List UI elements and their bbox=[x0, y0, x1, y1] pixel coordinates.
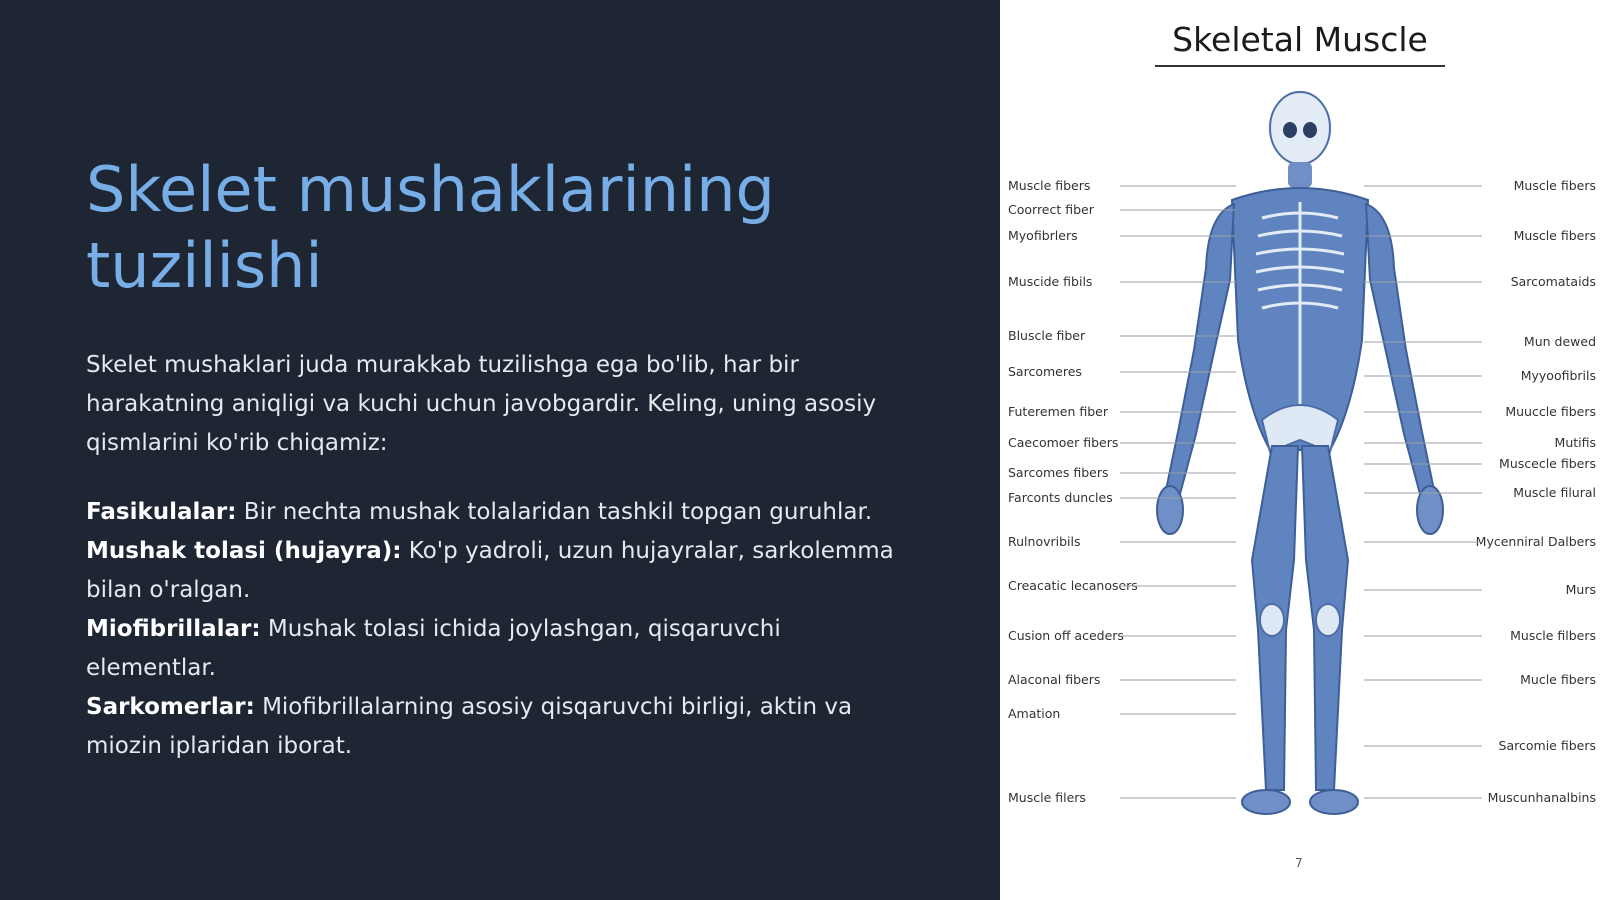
callout-label: Sarcomie fibers bbox=[1498, 738, 1596, 753]
page-number: 7 bbox=[1295, 856, 1303, 870]
neck bbox=[1288, 162, 1312, 188]
callout-label: Caecomoer fibers bbox=[1008, 435, 1119, 450]
callout-label: Sarcomeres bbox=[1008, 364, 1082, 379]
callout-label: Muscle fibers bbox=[1008, 178, 1091, 193]
callout-label: Mycenniral Dalbers bbox=[1475, 534, 1596, 549]
key-point-text: Bir nechta mushak tolalaridan tashkil topgan guruhlar. bbox=[236, 499, 873, 525]
callout-label: Mucle fibers bbox=[1520, 672, 1596, 687]
callout-label: Myofibrlers bbox=[1008, 228, 1078, 243]
figure-title: Skeletal Muscle bbox=[1155, 20, 1445, 67]
callout-label: Muscle filbers bbox=[1510, 628, 1596, 643]
callout-label: Muscle filers bbox=[1008, 790, 1086, 805]
left-foot bbox=[1242, 790, 1290, 814]
intro-paragraph: Skelet mushaklari juda murakkab tuzilishga ega bo'lib, har bir harakatning aniqligi va kuchi uchun javobgardir. Keling, uning asosiy qismlarini ko'rib chiqamiz: bbox=[86, 352, 877, 456]
callout-label: Rulnovribils bbox=[1008, 534, 1081, 549]
key-point bbox=[86, 493, 916, 532]
callout-label: Bluscle fiber bbox=[1008, 328, 1086, 343]
key-points-list bbox=[86, 493, 916, 766]
eye-socket-left bbox=[1283, 122, 1297, 138]
callout-label: Futeremen fiber bbox=[1008, 404, 1108, 419]
callout-label: Muscecle fibers bbox=[1499, 456, 1596, 471]
key-point bbox=[86, 610, 916, 688]
key-point-term: Mushak tolasi (hujayra): bbox=[86, 538, 402, 564]
eye-socket-right bbox=[1303, 122, 1317, 138]
key-point bbox=[86, 532, 916, 610]
right-foot bbox=[1310, 790, 1358, 814]
callout-label: Muscle filural bbox=[1513, 485, 1596, 500]
key-point-text: Mushak tolasi ichida joylashgan, qisqaruvchi elementlar. bbox=[86, 616, 781, 681]
left-arm bbox=[1166, 204, 1234, 494]
figure-panel bbox=[1000, 0, 1600, 900]
callout-label: Farconts duncles bbox=[1008, 490, 1113, 505]
key-point-text: Miofibrillalarning asosiy qisqaruvchi birligi, aktin va miozin iplaridan iborat. bbox=[86, 694, 853, 759]
right-arm bbox=[1366, 204, 1434, 494]
callout-label: Alaconal fibers bbox=[1008, 672, 1101, 687]
callout-label: Creacatic lecanosers bbox=[1008, 578, 1138, 593]
left-hand bbox=[1157, 486, 1183, 534]
callout-label: Muuccle fibers bbox=[1505, 404, 1596, 419]
callout-label: Sarcomataids bbox=[1510, 274, 1596, 289]
callout-label: Muscunhanalbins bbox=[1487, 790, 1596, 805]
callout-label: Muscide fibils bbox=[1008, 274, 1093, 289]
human-figure bbox=[1157, 92, 1443, 814]
right-knee bbox=[1316, 604, 1340, 636]
callout-label: Sarcomes fibers bbox=[1008, 465, 1109, 480]
callout-label: Myyoofibrils bbox=[1520, 368, 1596, 383]
key-point-term: Fasikulalar: bbox=[86, 499, 237, 525]
callout-label: Cusion off aceders bbox=[1008, 628, 1124, 643]
left-knee bbox=[1260, 604, 1284, 636]
skeletal-muscle-diagram bbox=[1000, 90, 1600, 850]
callout-label: Coorrect fiber bbox=[1008, 202, 1094, 217]
callout-label: Amation bbox=[1008, 706, 1061, 721]
key-point bbox=[86, 688, 916, 766]
callout-label: Muscle fibers bbox=[1513, 228, 1596, 243]
callout-label: Muscle fibers bbox=[1513, 178, 1596, 193]
key-point-term: Miofibrillalar: bbox=[86, 616, 261, 642]
callout-label: Mun dewed bbox=[1523, 334, 1596, 349]
skull bbox=[1270, 92, 1330, 164]
key-point-term: Sarkomerlar: bbox=[86, 694, 255, 720]
callout-label: Murs bbox=[1565, 582, 1596, 597]
key-point-text: Ko'p yadroli, uzun hujayralar, sarkolemma bilan o'ralgan. bbox=[86, 538, 894, 603]
slide-title: Skelet mushaklarining tuzilishi bbox=[86, 153, 775, 302]
callout-label: Mutifis bbox=[1554, 435, 1596, 450]
